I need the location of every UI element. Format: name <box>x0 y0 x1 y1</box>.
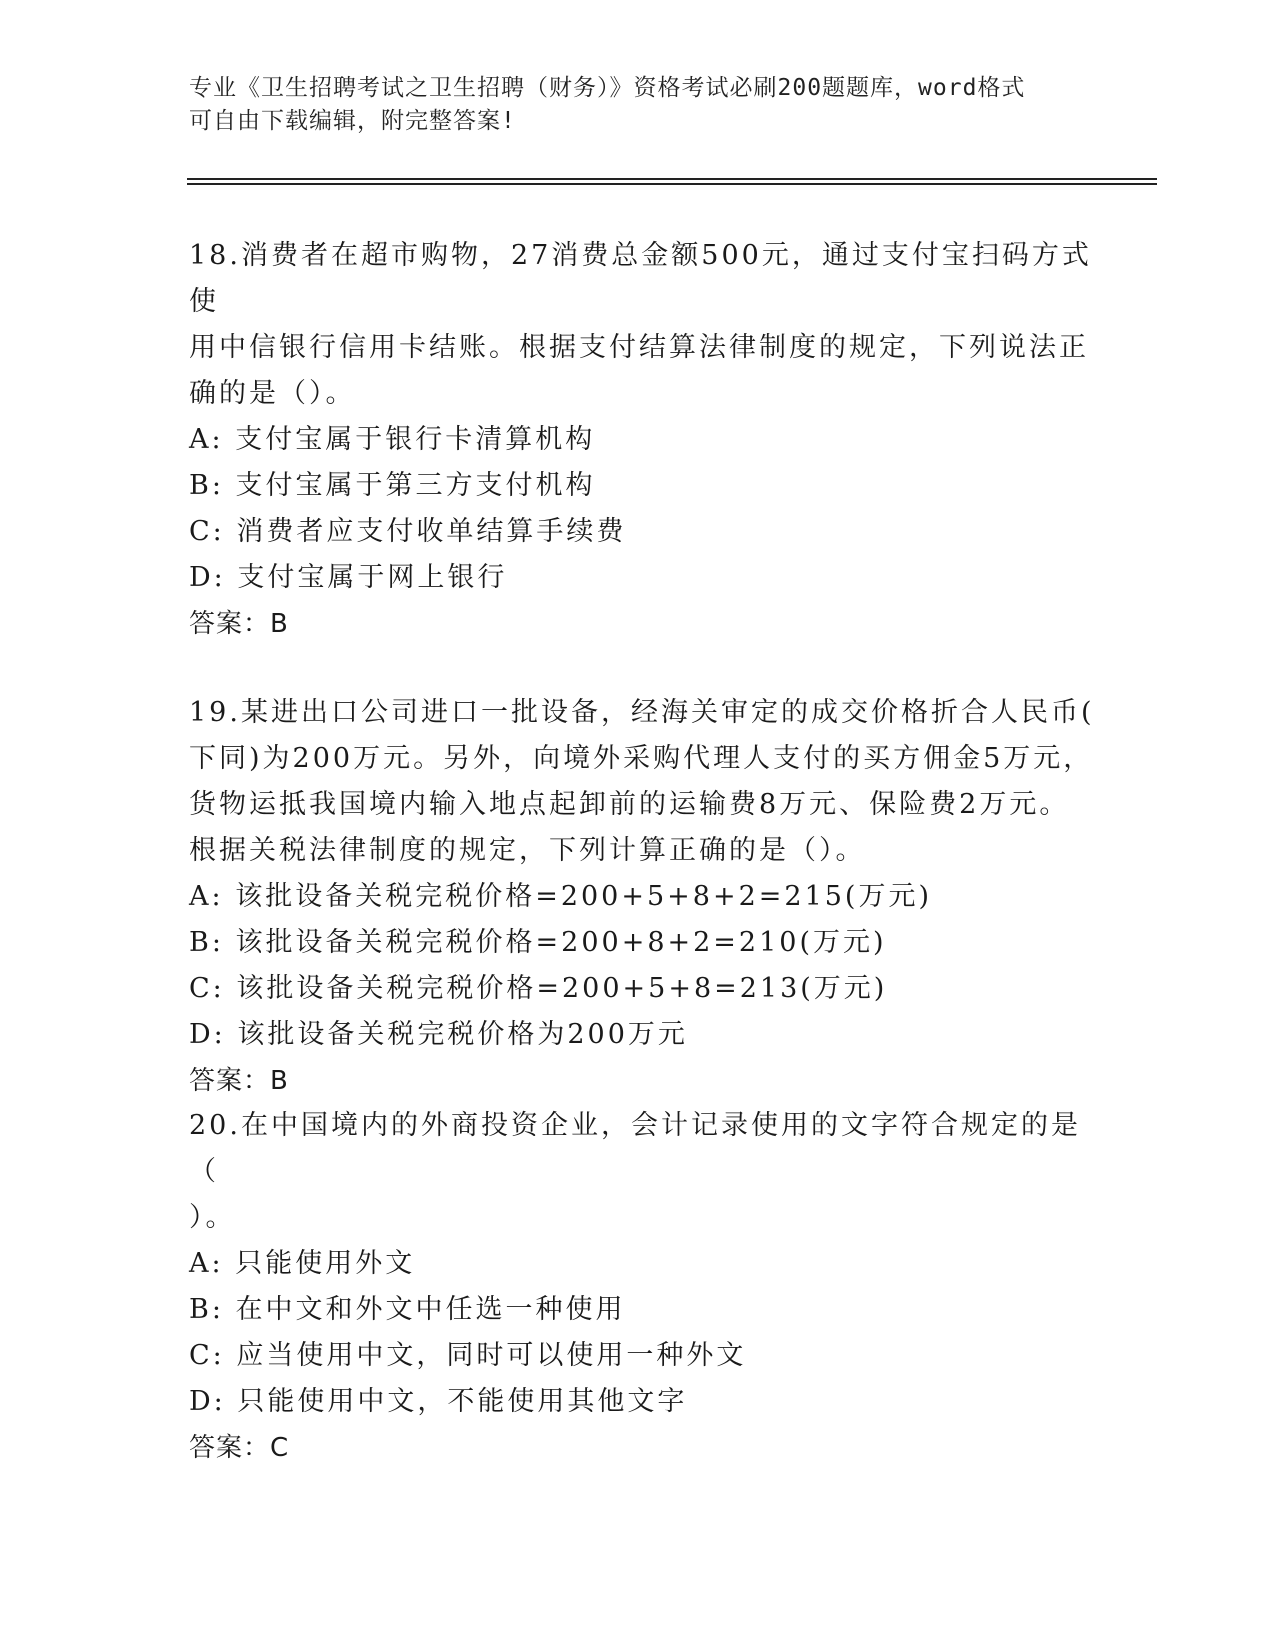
option-a <box>189 874 1109 920</box>
option-text: 在中文和外文中任选一种使用 <box>235 1294 626 1325</box>
option-letter: C: <box>189 973 225 1004</box>
question-stem-line: 20.在中国境内的外商投资企业，会计记录使用的文字符合规定的是（ <box>189 1110 1081 1187</box>
option-d <box>189 1379 1109 1425</box>
document-header <box>189 72 1089 138</box>
option-text: 该批设备关税完税价格=200+5+8+2=215(万元) <box>235 881 932 912</box>
answer-line: 答案：B <box>189 609 289 639</box>
header-divider-bottom <box>187 183 1157 185</box>
header-line-1: 专业《卫生招聘考试之卫生招聘（财务）》资格考试必刷200题题库，word格式 <box>189 75 1026 101</box>
option-letter: B: <box>189 927 224 958</box>
question-stem-line: 下同)为200万元。另外，向境外采购代理人支付的买方佣金5万元， <box>189 743 1094 774</box>
answer-line: 答案：C <box>189 1433 290 1463</box>
option-b <box>189 463 1109 509</box>
option-c <box>189 509 1109 555</box>
header-line-2: 可自由下载编辑，附完整答案! <box>189 108 516 134</box>
option-letter: A: <box>189 1248 224 1279</box>
question-18 <box>189 233 1109 647</box>
option-text: 消费者应支付收单结算手续费 <box>236 516 627 547</box>
option-c <box>189 1333 1109 1379</box>
option-c <box>189 966 1109 1012</box>
option-text: 只能使用外文 <box>235 1248 416 1279</box>
question-stem-line: 18.消费者在超市购物，27消费总金额500元，通过支付宝扫码方式使 <box>189 240 1092 317</box>
option-letter: B: <box>189 1294 224 1325</box>
question-stem-line: 根据关税法律制度的规定，下列计算正确的是（）。 <box>189 835 866 866</box>
option-text: 应当使用中文，同时可以使用一种外文 <box>236 1340 747 1371</box>
question-19 <box>189 690 1109 1104</box>
option-letter: C: <box>189 1340 225 1371</box>
option-a <box>189 417 1109 463</box>
option-letter: D: <box>189 1019 226 1050</box>
option-text: 该批设备关税完税价格为200万元 <box>237 1019 688 1050</box>
question-stem-line: ）。 <box>189 1202 236 1233</box>
option-text: 该批设备关税完税价格=200+8+2=210(万元) <box>235 927 887 958</box>
option-letter: D: <box>189 562 226 593</box>
option-a <box>189 1241 1109 1287</box>
option-b <box>189 920 1109 966</box>
option-b <box>189 1287 1109 1333</box>
question-stem-line: 用中信银行信用卡结账。根据支付结算法律制度的规定，下列说法正 <box>189 332 1089 363</box>
option-d <box>189 1012 1109 1058</box>
option-d <box>189 555 1109 601</box>
answer-line: 答案：B <box>189 1066 289 1096</box>
option-text: 支付宝属于第三方支付机构 <box>235 470 596 501</box>
question-stem-line: 19.某进出口公司进口一批设备，经海关审定的成交价格折合人民币( <box>189 697 1095 728</box>
option-letter: A: <box>189 424 224 455</box>
option-text: 只能使用中文，不能使用其他文字 <box>237 1386 688 1417</box>
header-divider-top <box>187 178 1157 180</box>
question-stem-line: 货物运抵我国境内输入地点起卸前的运输费8万元、保险费2万元。 <box>189 789 1070 820</box>
option-letter: A: <box>189 881 224 912</box>
option-text: 支付宝属于银行卡清算机构 <box>235 424 596 455</box>
option-text: 该批设备关税完税价格=200+5+8=213(万元) <box>236 973 888 1004</box>
option-text: 支付宝属于网上银行 <box>237 562 508 593</box>
question-20 <box>189 1103 1109 1471</box>
option-letter: D: <box>189 1386 226 1417</box>
question-stem-line: 确的是（）。 <box>189 378 356 409</box>
option-letter: B: <box>189 470 224 501</box>
option-letter: C: <box>189 516 225 547</box>
